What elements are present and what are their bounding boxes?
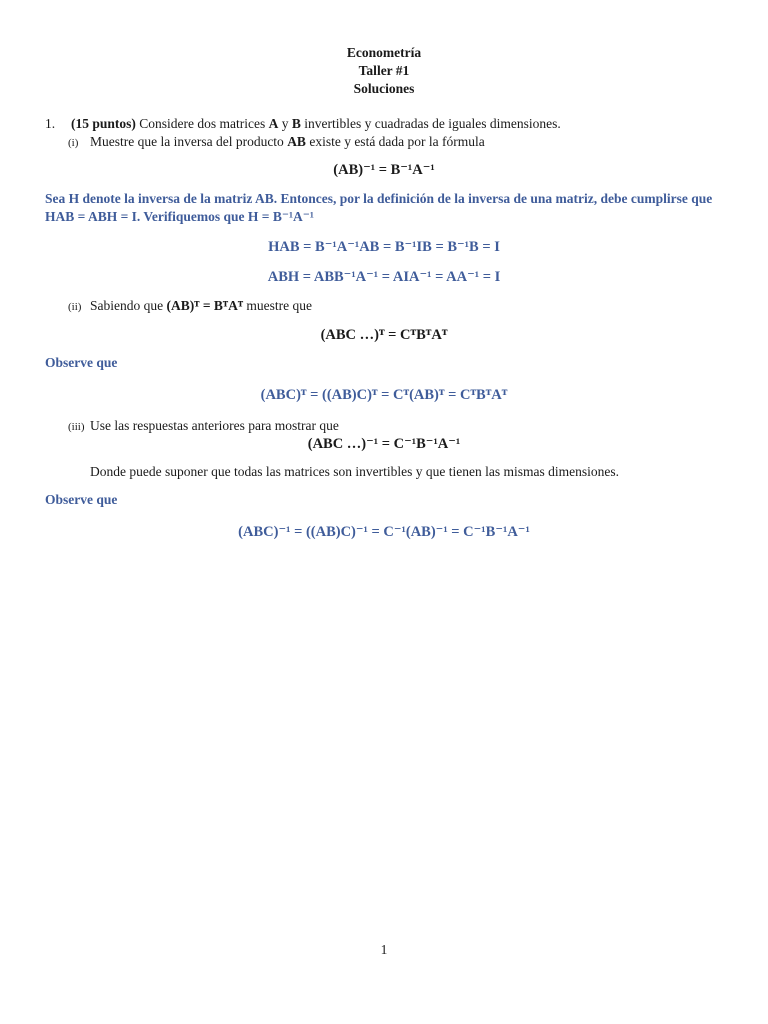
document-subtitle: Taller #1 bbox=[358, 63, 410, 78]
part-ii-label: (ii) bbox=[68, 301, 82, 313]
solution-i-equation-2: ABH = ABB⁻¹A⁻¹ = AIA⁻¹ = AA⁻¹ = I bbox=[267, 269, 501, 285]
document-section: Soluciones bbox=[353, 81, 415, 96]
page-number: 1 bbox=[380, 942, 388, 957]
solution-i-equation-1: HAB = B⁻¹A⁻¹AB = B⁻¹IB = B⁻¹B = I bbox=[268, 239, 500, 255]
question-points: (15 puntos) bbox=[71, 116, 136, 131]
part-iii-text: Use las respuestas anteriores para mostrar que bbox=[90, 418, 339, 433]
part-ii-formula: (ABC …)ᵀ = CᵀBᵀAᵀ bbox=[320, 327, 448, 343]
solution-iii-equation: (ABC)⁻¹ = ((AB)C)⁻¹ = C⁻¹(AB)⁻¹ = C⁻¹B⁻¹A⁻¹ bbox=[238, 524, 530, 540]
part-iii-formula: (ABC …)⁻¹ = C⁻¹B⁻¹A⁻¹ bbox=[307, 436, 461, 452]
part-i-formula: (AB)⁻¹ = B⁻¹A⁻¹ bbox=[333, 162, 435, 178]
part-iii-label: (iii) bbox=[68, 421, 85, 433]
part-iii-note: Donde puede suponer que todas las matrices son invertibles y que tienen las mismas dimensiones. bbox=[90, 464, 620, 479]
matrix-a: A bbox=[268, 116, 279, 131]
solution-ii-equation: (ABC)ᵀ = ((AB)C)ᵀ = Cᵀ(AB)ᵀ = CᵀBᵀAᵀ bbox=[260, 387, 508, 403]
solution-iii-observe: Observe que bbox=[45, 492, 118, 507]
solution-i-line-2: HAB = ABH = I. Verifiquemos que H = B⁻¹A⁻¹ bbox=[45, 209, 314, 224]
part-i-text: Muestre que la inversa del producto AB existe y está dada por la fórmula bbox=[90, 134, 485, 149]
part-ii-text: Sabiendo que (AB)ᵀ = BᵀAᵀ muestre que bbox=[90, 298, 313, 313]
document-title: Econometría bbox=[346, 45, 422, 60]
solution-ii-observe: Observe que bbox=[45, 355, 118, 370]
solution-i-line-1: Sea H denote la inversa de la matriz AB. Entonces, por la definición de la inversa de una matriz, debe cumplirse que bbox=[45, 191, 713, 206]
part-i-label: (i) bbox=[68, 137, 79, 149]
question-number: 1. bbox=[45, 116, 56, 131]
matrix-b: B bbox=[291, 116, 301, 131]
question-1-text: (15 puntos) Considere dos matrices A y B invertibles y cuadradas de iguales dimensiones. bbox=[71, 116, 561, 131]
